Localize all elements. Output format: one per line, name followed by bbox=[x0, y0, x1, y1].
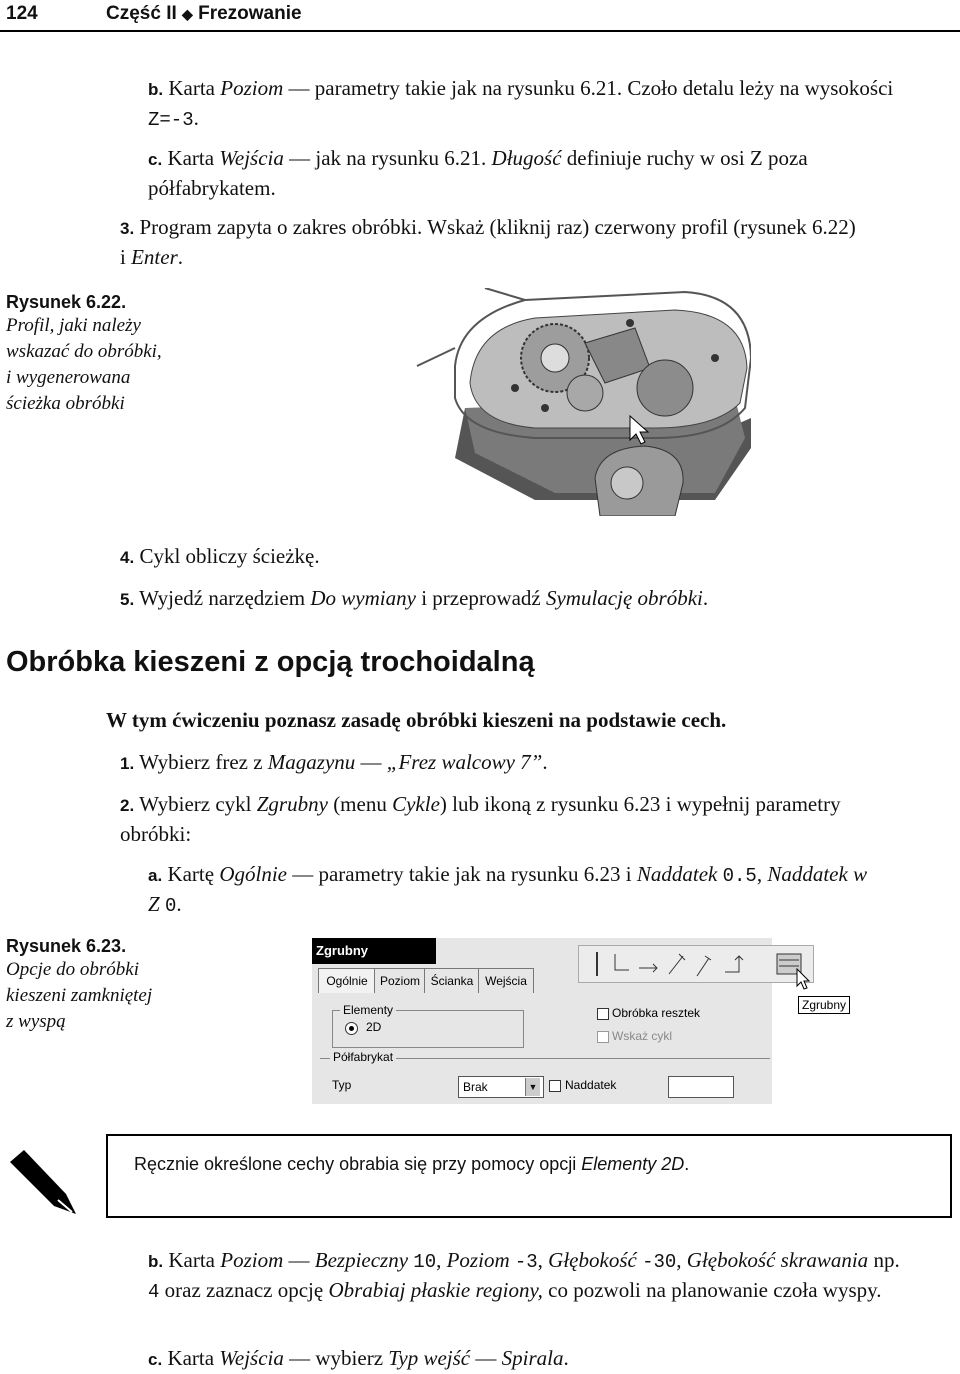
radio-2d-label: 2D bbox=[366, 1020, 382, 1034]
tooltip: Zgrubny bbox=[798, 996, 850, 1014]
step-4: 4. Cykl obliczy ścieżkę. bbox=[120, 544, 320, 568]
section-heading: Obróbka kieszeni z opcją trochoidalną bbox=[6, 646, 535, 678]
wskaz-cykl-checkbox[interactable] bbox=[597, 1031, 609, 1043]
figure-6-22-image bbox=[415, 288, 751, 516]
step-5: 5. Wyjedź narzędziem Do wymiany i przeprowadź Symulację obróbki. bbox=[120, 586, 709, 610]
tab-scianka[interactable]: Ścianka bbox=[424, 968, 480, 993]
obrobka-resztek-checkbox[interactable] bbox=[597, 1008, 609, 1020]
tab-wejscia[interactable]: Wejścia bbox=[478, 968, 534, 993]
mouse-cursor-icon bbox=[796, 968, 810, 995]
section-intro: W tym ćwiczeniu poznasz zasadę obróbki kieszeni na podstawie cech. bbox=[106, 708, 727, 732]
step-2: 2. Wybierz cykl Zgrubny (menu Cykle) lub ikoną z rysunku 6.23 i wypełnij parametry obróbki: bbox=[120, 792, 841, 846]
step-a: a. Kartę Ogólnie — parametry takie jak na rysunku 6.23 i Naddatek 0.5, Naddatek w Z 0. bbox=[148, 862, 868, 917]
tab-poziom[interactable]: Poziom bbox=[374, 968, 426, 993]
pencil-icon bbox=[6, 1148, 78, 1223]
naddatek-label: Naddatek bbox=[565, 1078, 617, 1092]
chapter-title: Część II ◆ Frezowanie bbox=[106, 3, 302, 24]
toolbar-icons bbox=[579, 946, 813, 982]
note-text: Ręcznie określone cechy obrabia się przy pomocy opcji Elementy 2D. bbox=[134, 1154, 690, 1174]
step-c-second: c. Karta Wejścia — wybierz Typ wejść — Spirala. bbox=[148, 1346, 569, 1370]
polfabrykat-label: Półfabrykat bbox=[330, 1050, 396, 1064]
step-b-second: b. Karta Poziom — Bezpieczny 10, Poziom -3, Głębokość -30, Głębokość skrawania np. 4 oraz zaznacz opcję Obrabiaj płaskie regiony, co pozwoli na planowanie czoła wyspy. bbox=[148, 1248, 900, 1303]
running-header bbox=[0, 0, 960, 32]
step-1: 1. Wybierz frez z Magazynu — „Frez walcowy 7”. bbox=[120, 750, 548, 774]
cycles-toolbar bbox=[578, 945, 814, 983]
typ-select[interactable]: Brak bbox=[458, 1076, 544, 1098]
page-number: 124 bbox=[6, 3, 38, 24]
step-c-first: c. Karta Wejścia — jak na rysunku 6.21. Długość definiuje ruchy w osi Z poza półfabrykatem. bbox=[148, 146, 808, 200]
figure-6-23-caption: Rysunek 6.23. Opcje do obróbki kieszeni zamkniętej z wyspą bbox=[6, 936, 153, 1032]
wskaz-cykl-label: Wskaż cykl bbox=[612, 1029, 672, 1043]
radio-2d[interactable] bbox=[345, 1022, 358, 1035]
chevron-down-icon[interactable]: ▼ bbox=[525, 1078, 540, 1096]
obrobka-resztek-label: Obróbka resztek bbox=[612, 1006, 701, 1020]
naddatek-input[interactable] bbox=[668, 1076, 734, 1098]
step-b-first: b. Karta Poziom — parametry takie jak na rysunku 6.21. Czoło detalu leży na wysokości Z=-3. bbox=[148, 76, 894, 131]
tab-ogolnie[interactable]: Ogólnie bbox=[318, 968, 376, 993]
naddatek-checkbox[interactable] bbox=[549, 1080, 561, 1092]
figure-6-22-caption: Rysunek 6.22. Profil, jaki należy wskazać do obróbki, i wygenerowana ścieżka obróbki bbox=[6, 292, 162, 414]
dialog-title: Zgrubny bbox=[312, 938, 436, 964]
typ-label: Typ bbox=[332, 1078, 352, 1092]
note-box bbox=[106, 1134, 952, 1218]
elementy-label: Elementy bbox=[340, 1003, 396, 1017]
machined-part-drawing bbox=[415, 288, 751, 516]
step-3: 3. Program zapyta o zakres obróbki. Wskaż (kliknij raz) czerwony profil (rysunek 6.22) i Enter. bbox=[120, 215, 856, 269]
